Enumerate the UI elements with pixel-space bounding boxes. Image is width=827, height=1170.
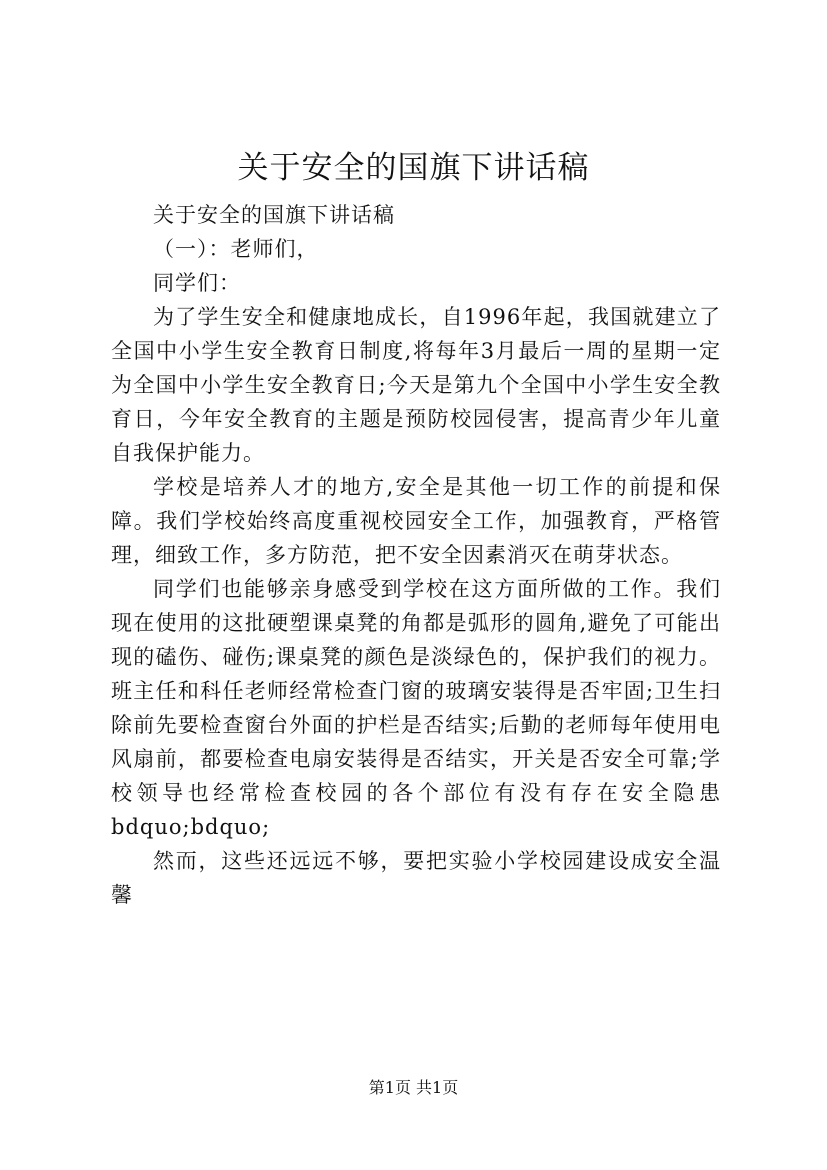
document-body <box>111 198 721 912</box>
paragraph-school-measures: 同学们也能够亲身感受到学校在这方面所做的工作。我们现在使用的这批硬塑课桌凳的角都是弧形的圆角,避免了可能出现的磕伤、碰伤;课桌凳的颜色是淡绿色的，保护我们的视力。班主任和科任老师经常检查门窗的玻璃安装得是否牢固;卫生扫除前先要检查窗台外面的护栏是否结实;后勤的老师每年使用电风扇前，都要检查电扇安装得是否结实，开关是否安全可靠;学校领导也经常检查校园的各个部位有没有存在安全隐患bdquo;bdquo; <box>111 577 721 839</box>
paragraph-greeting-teachers: （一）：老师们， <box>153 237 319 261</box>
paragraph-subtitle: 关于安全的国旗下讲话稿 <box>153 203 395 227</box>
page-footer: 第1页 共1页 <box>368 1078 459 1097</box>
paragraph-school-safety: 学校是培养人才的地方,安全是其他一切工作的前提和保障。我们学校始终高度重视校园安全工作，加强教育，严格管理，细致工作，多方防范，把不安全因素消灭在萌芽状态。 <box>111 475 721 567</box>
document-title: 关于安全的国旗下讲话稿 <box>237 150 590 186</box>
paragraph-safety-day: 为了学生安全和健康地成长，自1996年起，我国就建立了全国中小学生安全教育日制度,将每年3月最后一周的星期一定为全国中小学生安全教育日;今天是第九个全国中小学生安全教育日，今年安全教育的主题是预防校园侵害，提高青少年儿童自我保护能力。 <box>111 305 721 465</box>
paragraph-however: 然而，这些还远远不够，要把实验小学校园建设成安全温馨 <box>111 849 721 907</box>
paragraph-greeting-students: 同学们： <box>153 271 241 295</box>
